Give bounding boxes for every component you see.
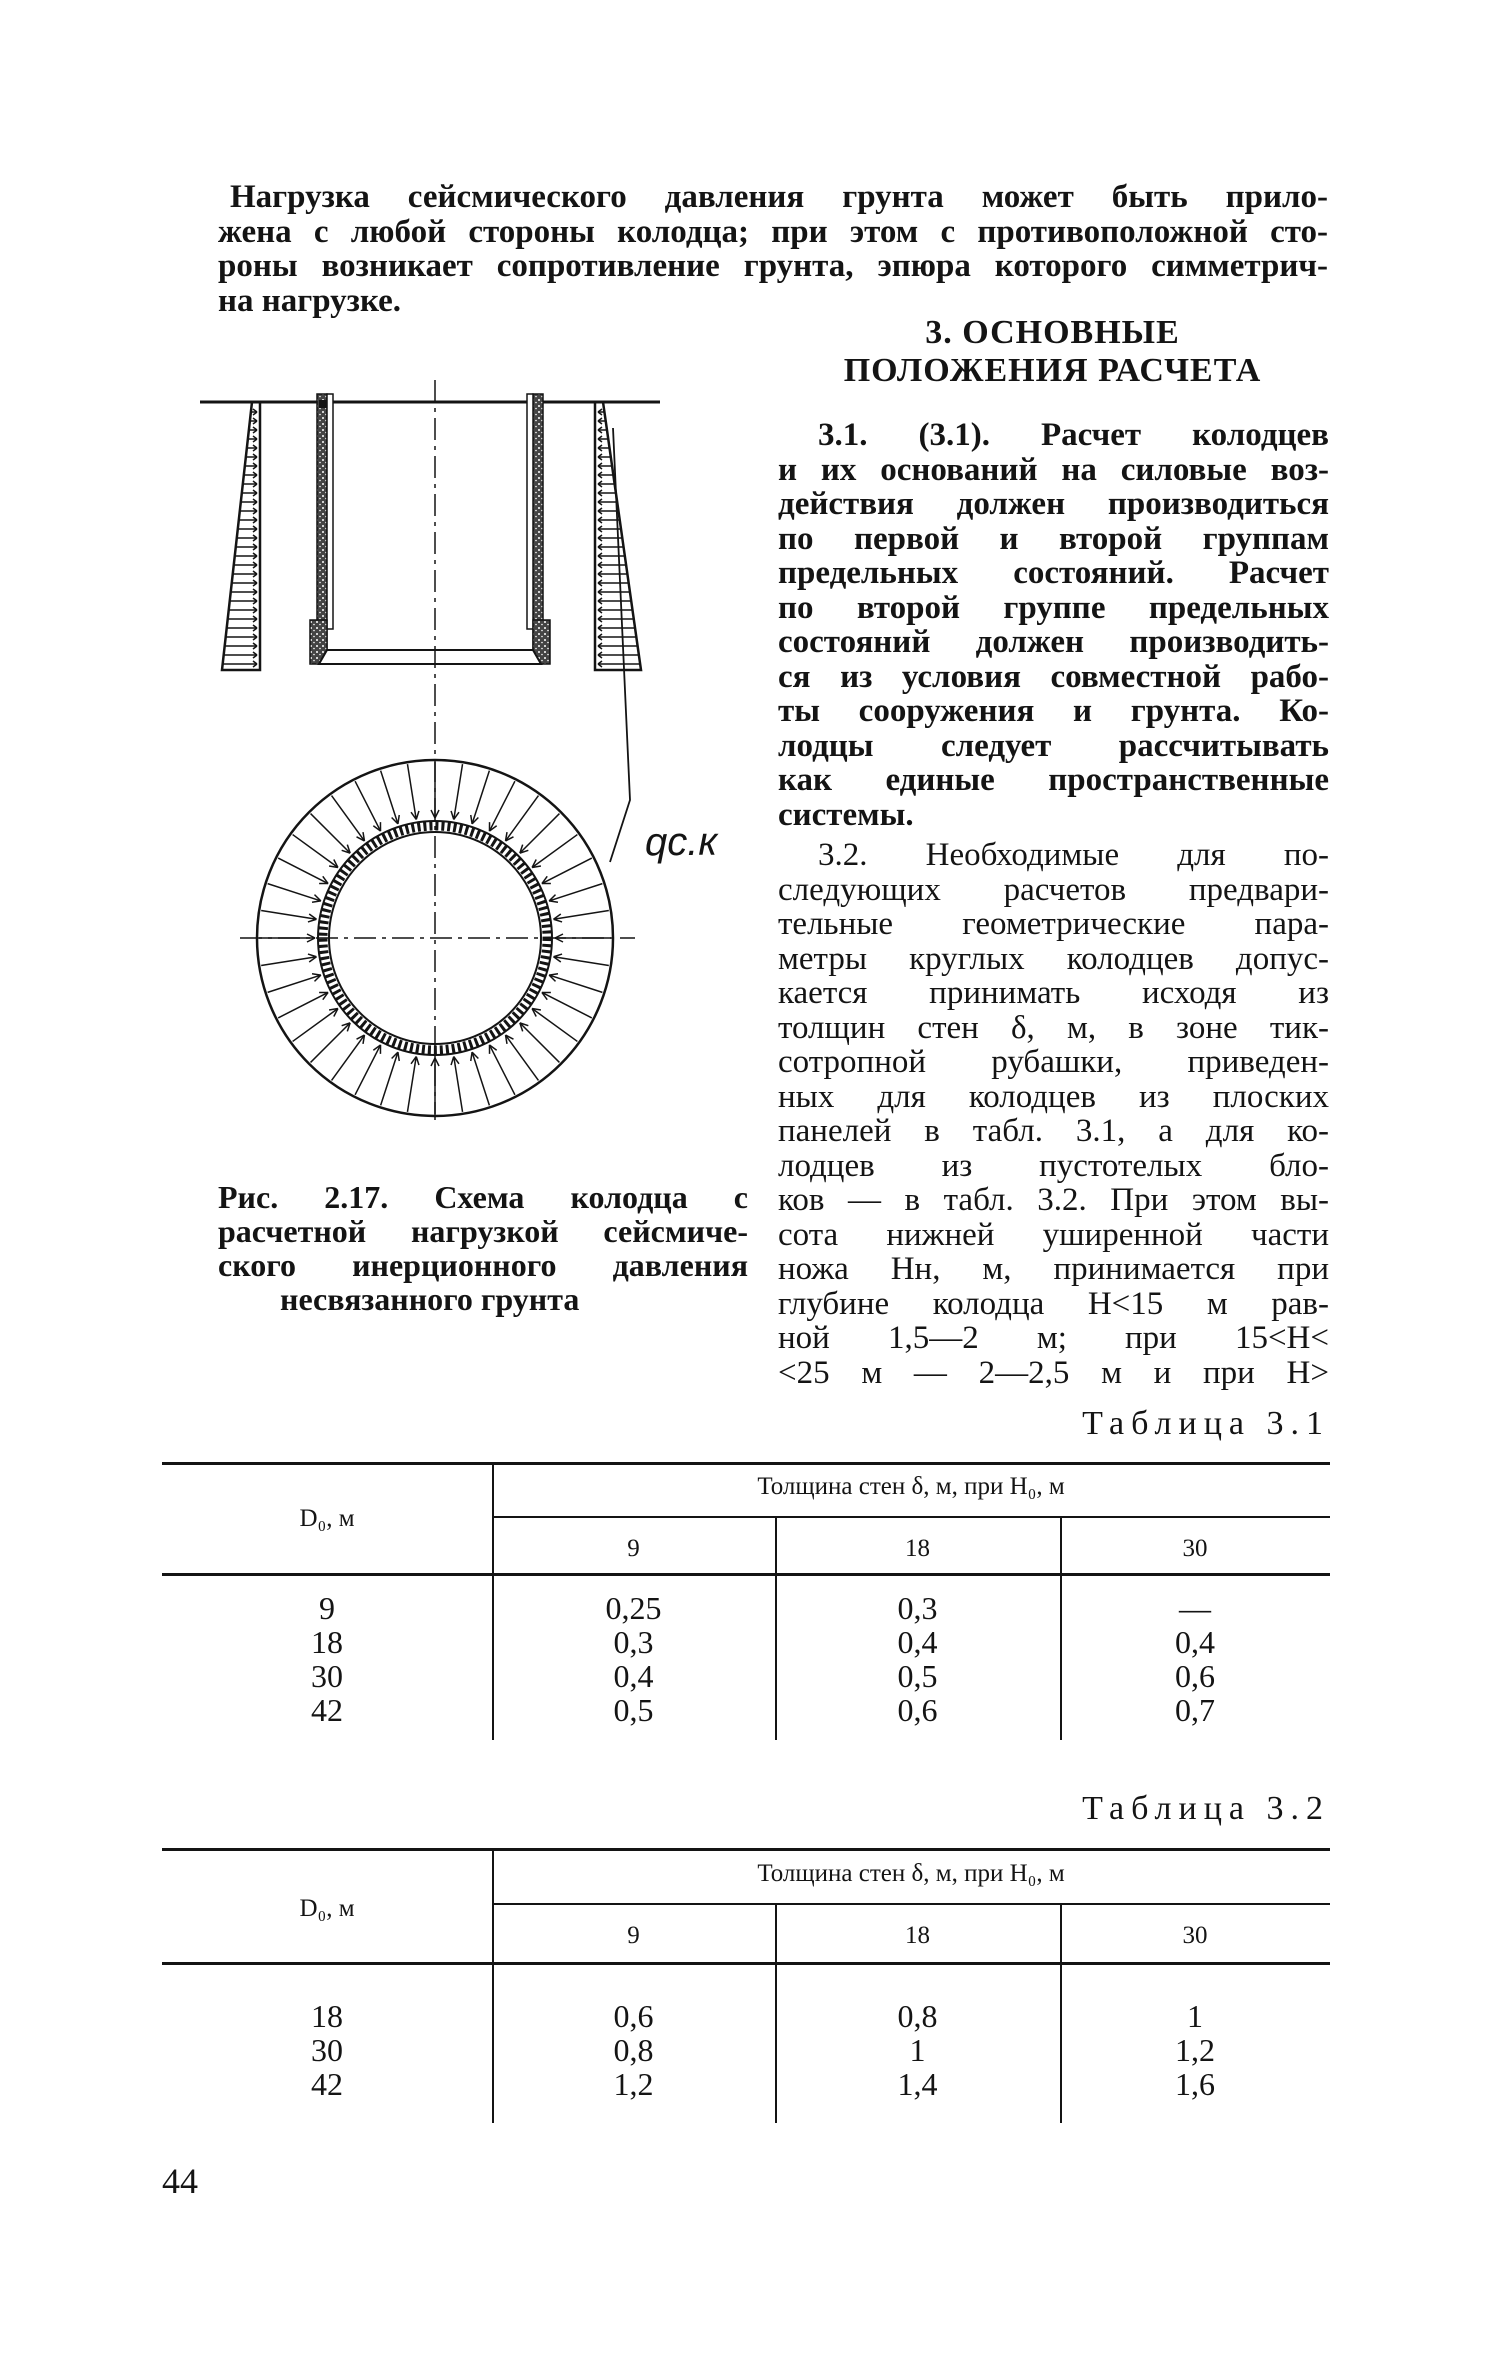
- p32-line: кается принимать исходя из: [778, 975, 1329, 1011]
- well-diagram: [195, 380, 740, 1140]
- table-cell: 0,7: [1175, 1692, 1215, 1728]
- table-cell: 0,8: [613, 2032, 654, 2068]
- section-title-line2: ПОЛОЖЕНИЯ РАСЧЕТА: [843, 352, 1262, 389]
- intro-paragraph: [218, 180, 1328, 318]
- table1-row-header: D₀, м: [299, 1505, 355, 1532]
- table2-col-header: 9: [627, 1922, 640, 1949]
- figure-caption: [218, 1180, 748, 1316]
- table-cell: 0,4: [1175, 1624, 1215, 1660]
- intro-line: жена с любой стороны колодца; при этом с противоположной сто-: [218, 213, 1328, 250]
- p32-line: толщин стен δ, м, в зоне тик-: [778, 1009, 1329, 1046]
- intro-line: роны возникает сопротивление грунта, эпюра которого симметрич-: [218, 248, 1328, 284]
- table1-col-header: 30: [1182, 1535, 1208, 1562]
- load-label: qс.к: [645, 820, 718, 864]
- table1-group-header: Толщина стен δ, м, при H₀, м: [757, 1473, 1065, 1500]
- page-number: 44: [162, 2161, 198, 2201]
- table-row-label: 9: [319, 1590, 335, 1626]
- table-row-label: 18: [311, 1624, 343, 1660]
- paragraph-3-1: [778, 418, 1329, 832]
- table1-col-header: 18: [905, 1535, 930, 1562]
- table-cell: 0,6: [897, 1692, 938, 1728]
- table-cell: 0,4: [897, 1624, 938, 1660]
- table-cell: 1,2: [613, 2066, 654, 2102]
- left-load-diagram: [222, 402, 260, 670]
- p32-line: ков — в табл. 3.2. При этом вы-: [778, 1182, 1329, 1218]
- table-cell: 1: [1187, 1998, 1203, 2034]
- caption-line: Рис. 2.17. Схема колодца с: [218, 1179, 748, 1215]
- p32-line: тельные геометрические пара-: [778, 906, 1329, 942]
- table-cell: 0,4: [613, 1658, 654, 1694]
- p32-line: сотропной рубашки, приведен-: [778, 1044, 1329, 1080]
- p32-line: ных для колодцев из плоских: [778, 1078, 1329, 1115]
- table-cell: 0,25: [605, 1590, 662, 1626]
- p31-line: системы.: [778, 796, 914, 833]
- table-cell: 1,4: [897, 2066, 938, 2102]
- well-plan: [240, 760, 635, 1116]
- table-cell: 1: [909, 2032, 926, 2068]
- p31-line: по первой и второй группам: [778, 520, 1329, 557]
- p32-line: панелей в табл. 3.1, а для ко-: [778, 1113, 1329, 1149]
- p32-line: следующих расчетов предвари-: [778, 871, 1329, 908]
- table-row-label: 18: [311, 1998, 343, 2034]
- paragraph-3-2: [778, 838, 1329, 1390]
- table2-col-header: 30: [1182, 1922, 1208, 1949]
- p32-line: глубине колодца H<15 м рав-: [778, 1285, 1329, 1322]
- intro-line: Нагрузка сейсмического давления грунта может быть прило-: [230, 179, 1328, 215]
- p31-line: по второй группе предельных: [778, 589, 1329, 626]
- caption-line: ского инерционного давления: [218, 1247, 748, 1283]
- table-cell: 0,5: [613, 1692, 654, 1728]
- p31-line: лодцы следует рассчитывать: [778, 727, 1329, 764]
- table-cell: 0,3: [897, 1590, 938, 1626]
- p32-line: лодцев из пустотелых бло-: [778, 1147, 1329, 1184]
- table1-label: Таблица 3.1: [1082, 1405, 1330, 1442]
- table2-group-header: Толщина стен δ, м, при H₀, м: [757, 1860, 1065, 1887]
- p32-line: <25 м — 2—2,5 м и при H>: [778, 1354, 1329, 1391]
- table-cell: 0,3: [613, 1624, 654, 1660]
- p32-line: ной 1,5—2 м; при 15<H<: [778, 1320, 1329, 1356]
- intro-line: на нагрузке.: [218, 282, 402, 319]
- table-cell: 0,8: [897, 1998, 938, 2034]
- p31-line: действия должен производиться: [778, 486, 1329, 522]
- table-cell: 1,6: [1175, 2066, 1215, 2102]
- p32-line: ножа Hн, м, принимается при: [778, 1251, 1329, 1287]
- p31-line: и их оснований на силовые воз-: [778, 451, 1329, 488]
- table-row-label: 30: [311, 2032, 343, 2068]
- p32-line: метры круглых колодцев допус-: [778, 940, 1329, 977]
- table1-col-header: 9: [627, 1535, 640, 1562]
- table-row-label: 30: [311, 1658, 343, 1694]
- caption-line: несвязанного грунта: [280, 1281, 580, 1317]
- p31-line: как единые пространственные: [778, 762, 1329, 798]
- table2-label: Таблица 3.2: [1082, 1790, 1330, 1827]
- section-heading: [780, 314, 1325, 390]
- p31-line: предельных состояний. Расчет: [778, 555, 1329, 591]
- table-cell: 1,2: [1175, 2032, 1215, 2068]
- table-row-label: 42: [311, 2066, 343, 2102]
- caption-line: расчетной нагрузкой сейсмиче-: [218, 1213, 748, 1249]
- table-cell: 0,6: [1175, 1658, 1215, 1694]
- table-cell: 0,6: [613, 1998, 654, 2034]
- table-row-label: 42: [311, 1692, 343, 1728]
- p32-line: сота нижней уширенной части: [778, 1216, 1329, 1253]
- p31-line: ты сооружения и грунта. Ко-: [778, 693, 1329, 729]
- table-cell: —: [1179, 1590, 1211, 1626]
- table-cell: 0,5: [897, 1658, 938, 1694]
- table2-row-header: D₀, м: [299, 1895, 355, 1922]
- table2-col-header: 18: [905, 1922, 930, 1949]
- section-title-line1: 3. ОСНОВНЫЕ: [925, 314, 1180, 351]
- p31-line: ся из условия совместной рабо-: [778, 658, 1329, 695]
- p32-line: 3.2. Необходимые для по-: [818, 837, 1329, 873]
- well-section: [310, 394, 550, 664]
- p31-line: 3.1. (3.1). Расчет колодцев: [818, 417, 1329, 453]
- p31-line: состояний должен производить-: [778, 624, 1329, 660]
